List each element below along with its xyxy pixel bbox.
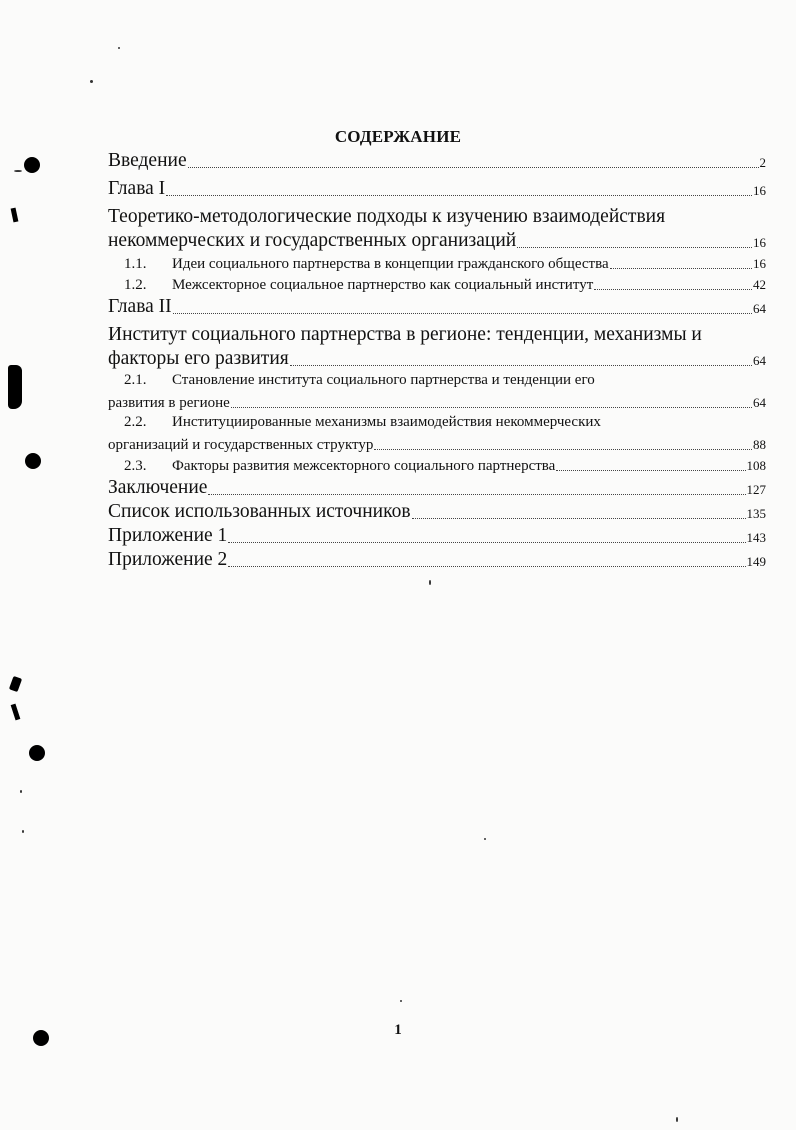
scan-mark	[11, 704, 21, 721]
toc-page-number: 2	[759, 155, 766, 170]
toc-entry-label: Введение	[108, 150, 187, 171]
toc-entry-label-line: Становление института социального партнерства и тенденции его	[172, 372, 595, 388]
punch-hole-mark	[24, 157, 40, 173]
scan-speck	[429, 580, 431, 585]
toc-section-number: 2.1.	[124, 372, 147, 388]
toc-section-number: 1.2.	[124, 277, 147, 293]
toc-entry-label-line: факторы его развития	[108, 348, 289, 369]
scan-speck	[484, 838, 486, 840]
dot-leader	[173, 313, 752, 314]
toc-entry-appendix-1[interactable]	[108, 524, 766, 548]
toc-page-number: 16	[753, 256, 766, 271]
toc-entry-label-line: развития в регионе	[108, 395, 230, 411]
dot-leader	[556, 470, 745, 471]
dot-leader	[188, 167, 759, 168]
toc-entry-chapter-2-title[interactable]	[108, 323, 766, 371]
toc-section-number: 2.2.	[124, 414, 147, 430]
toc-entry-sources[interactable]	[108, 500, 766, 524]
toc-entry-label-line: Институт социального партнерства в регионе: тенденции, механизмы и	[108, 324, 702, 345]
scan-speck	[118, 47, 120, 49]
toc-page-number: 143	[746, 530, 766, 545]
toc-page-number: 16	[753, 183, 766, 198]
punch-hole-mark	[29, 745, 45, 761]
dot-leader	[610, 268, 752, 269]
toc-section-number: 2.3.	[124, 458, 147, 474]
toc-entry-chapter-2[interactable]	[108, 295, 766, 319]
scan-speck	[90, 80, 93, 83]
toc-entry-section-1-1[interactable]	[108, 253, 766, 274]
dot-leader	[208, 494, 745, 495]
scan-speck	[676, 1117, 678, 1122]
dot-leader	[412, 518, 746, 519]
toc-entry-label: Глава II	[108, 296, 172, 317]
toc-entry-label-line: организаций и государственных структур	[108, 437, 374, 453]
dot-leader	[374, 449, 752, 450]
dot-leader	[594, 289, 752, 290]
dot-leader	[517, 247, 752, 248]
scan-mark	[8, 365, 22, 409]
dot-leader	[290, 365, 752, 366]
toc-page-number: 108	[746, 458, 766, 473]
toc-entry-appendix-2[interactable]	[108, 548, 766, 572]
table-of-contents	[108, 149, 766, 572]
toc-entry-label: Приложение 1	[108, 525, 228, 546]
toc-entry-label: Приложение 2	[108, 549, 228, 570]
scan-mark	[11, 208, 19, 223]
toc-entry-chapter-1[interactable]	[108, 177, 766, 201]
toc-entry-label: Список использованных источников	[108, 501, 411, 522]
toc-entry-label-line: Институциированные механизмы взаимодействия некоммерческих	[172, 414, 601, 430]
toc-page-number: 88	[753, 437, 766, 452]
toc-entry-label: Заключение	[108, 477, 208, 498]
scan-speck	[22, 830, 24, 833]
dot-leader	[231, 407, 752, 408]
toc-page-number: 135	[746, 506, 766, 521]
toc-entry-section-2-1[interactable]	[108, 371, 766, 413]
toc-page-number: 42	[753, 277, 766, 292]
page-number: 1	[394, 1022, 402, 1038]
toc-entry-chapter-1-title[interactable]	[108, 205, 766, 253]
toc-page-number: 16	[753, 235, 766, 250]
dot-leader	[228, 542, 745, 543]
toc-entry-label: Глава I	[108, 178, 166, 199]
page-title: СОДЕРЖАНИЕ	[334, 127, 462, 146]
scan-speck	[400, 1000, 402, 1002]
toc-page-number: 64	[753, 353, 766, 368]
scan-speck	[20, 790, 22, 793]
scan-mark	[9, 676, 22, 692]
toc-entry-label: Идеи социального партнерства в концепции гражданского общества	[172, 256, 609, 272]
toc-page-number: 64	[753, 395, 766, 410]
toc-entry-section-1-2[interactable]	[108, 274, 766, 295]
toc-entry-introduction[interactable]	[108, 149, 766, 173]
toc-page-number: 149	[746, 554, 766, 569]
toc-entry-label-line: Теоретико-методологические подходы к изучению взаимодействия	[108, 206, 666, 227]
toc-entry-section-2-2[interactable]	[108, 413, 766, 455]
toc-entry-label: Факторы развития межсекторного социального партнерства	[172, 458, 556, 474]
punch-hole-mark	[25, 453, 41, 469]
toc-page-number: 64	[753, 301, 766, 316]
dot-leader	[228, 566, 745, 567]
toc-entry-conclusion[interactable]	[108, 476, 766, 500]
toc-entry-label-line: некоммерческих и государственных организаций	[108, 230, 517, 251]
toc-entry-label: Межсекторное социальное партнерство как социальный институт	[172, 277, 594, 293]
toc-entry-section-2-3[interactable]	[108, 455, 766, 476]
scan-speck	[14, 170, 22, 172]
dot-leader	[166, 195, 752, 196]
toc-section-number: 1.1.	[124, 256, 147, 272]
toc-page-number: 127	[746, 482, 766, 497]
